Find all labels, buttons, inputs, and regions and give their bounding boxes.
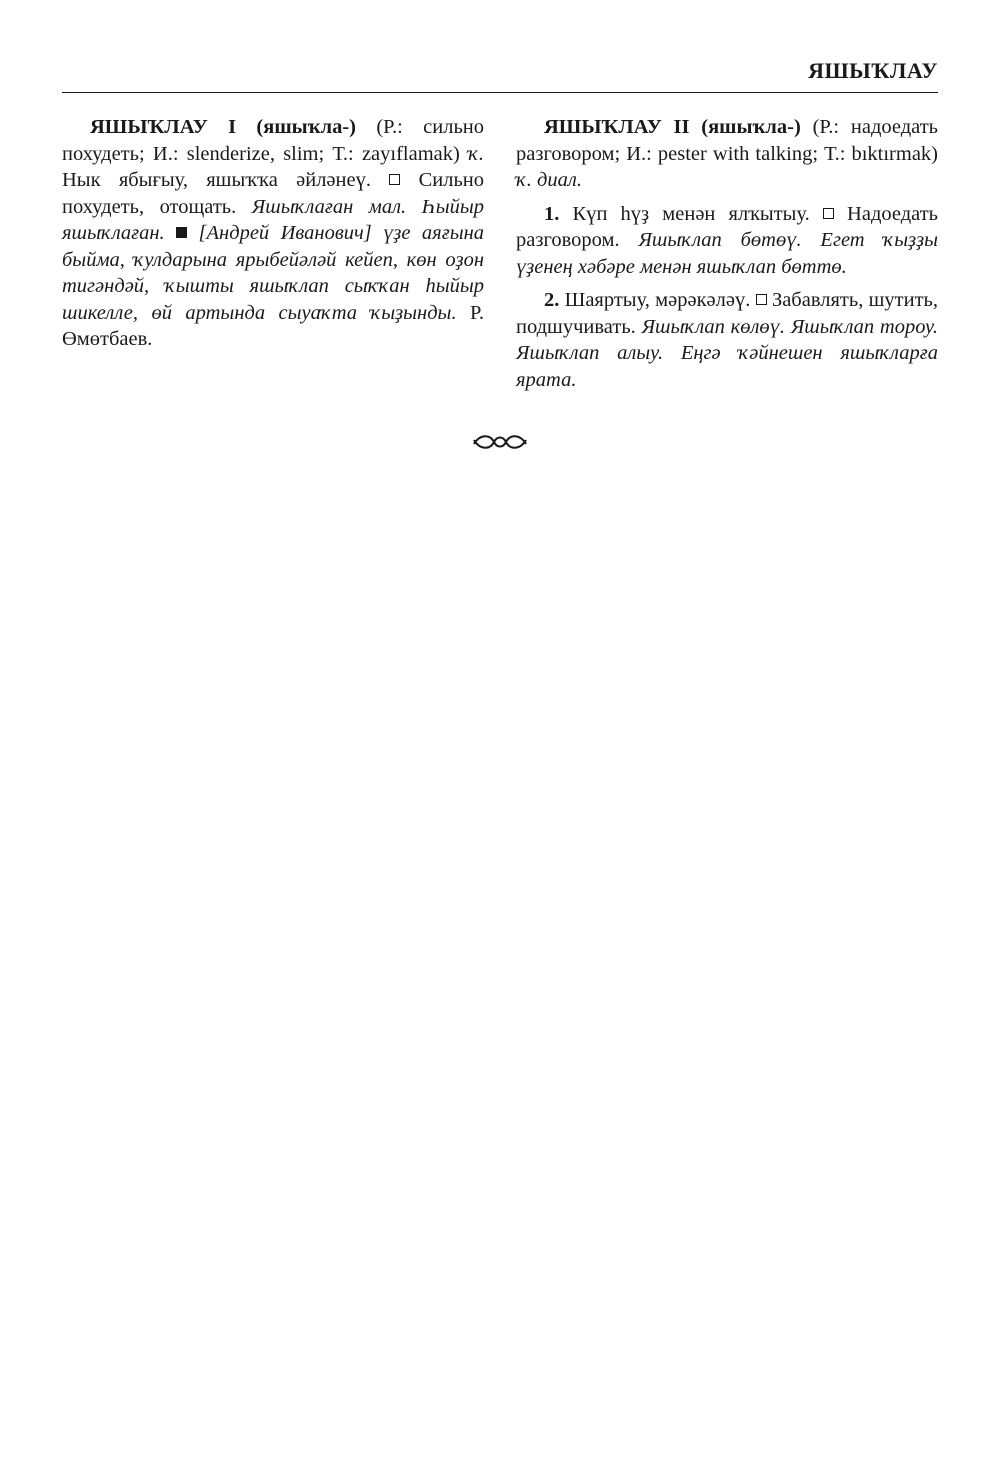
right-column <box>516 114 938 393</box>
literary-quote: [Андрей Иванович] үҙе аяғына быйма, ҡулдарына ярыбейәләй кейеп, көн оҙон тигәндәй, ҡышты яшыҡлап сыҡҡан һыйыр шикелле, өй артында сыуаҡта ҡыҙынды. <box>62 222 484 324</box>
definition-bashkir: Нык ябығыу, яшыҡҡа әйләнеү. <box>62 169 371 191</box>
open-square-icon <box>823 208 834 219</box>
translation-equivalents: (Р.: надоедать разговором; И.: pester with talking; Т.: bıktırmak) <box>516 116 939 165</box>
left-column <box>62 114 484 353</box>
grammar-form: (яшыҡла-) <box>701 116 801 138</box>
part-of-speech: ҡ. диал. <box>516 169 582 191</box>
sense-2 <box>516 287 938 393</box>
usage-examples: Яшыҡлап бөтөү. Егет ҡыҙҙы үҙенең хәбәре менән яшыҡлап бөттө. <box>516 229 938 278</box>
open-square-icon <box>389 174 400 185</box>
usage-example: Яшыҡлаған мал. Һыйыр яшыҡлаған. <box>62 195 484 244</box>
header-rule <box>62 92 938 93</box>
translation-equivalents: (Р.: сильно похудеть; И.: slenderize, slim; Т.: zayıflamak) <box>62 116 485 165</box>
headword: ЯШЫҠЛАУ II <box>544 116 690 138</box>
definition-russian: Забавлять, шутить, подшучивать. <box>516 289 939 338</box>
grammar-form: (яшыҡла-) <box>256 116 356 138</box>
open-square-icon <box>756 294 767 305</box>
sense-number: 1. <box>544 202 560 225</box>
sense-number: 2. <box>544 289 560 311</box>
entry-yashyklau-2 <box>516 114 938 194</box>
definition-bashkir: Шаяртыу, мәрәкәләү. <box>564 289 751 311</box>
running-head: ЯШЫҠЛАУ <box>808 58 938 83</box>
quote-author: Р. Өмөтбаев. <box>62 301 484 350</box>
headword: ЯШЫҠЛАУ I <box>90 116 237 138</box>
entry-yashyklau-1 <box>62 114 484 353</box>
definition-russian: Сильно похудеть, отощать. <box>62 169 485 218</box>
definition-russian: Надоедать разговором. <box>516 202 939 251</box>
filled-square-icon <box>176 227 187 238</box>
sense-1 <box>516 201 938 281</box>
vine-scroll-ornament-icon <box>470 428 530 456</box>
part-of-speech: ҡ. <box>468 142 485 165</box>
definition-bashkir: Күп һүҙ менән ялҡытыу. <box>572 202 810 225</box>
usage-examples: Яшыҡлап көлөү. Яшыҡлап тороу. Яшыҡлап алыу. Еңгә ҡәйнешен яшыҡларға ярата. <box>516 315 938 391</box>
